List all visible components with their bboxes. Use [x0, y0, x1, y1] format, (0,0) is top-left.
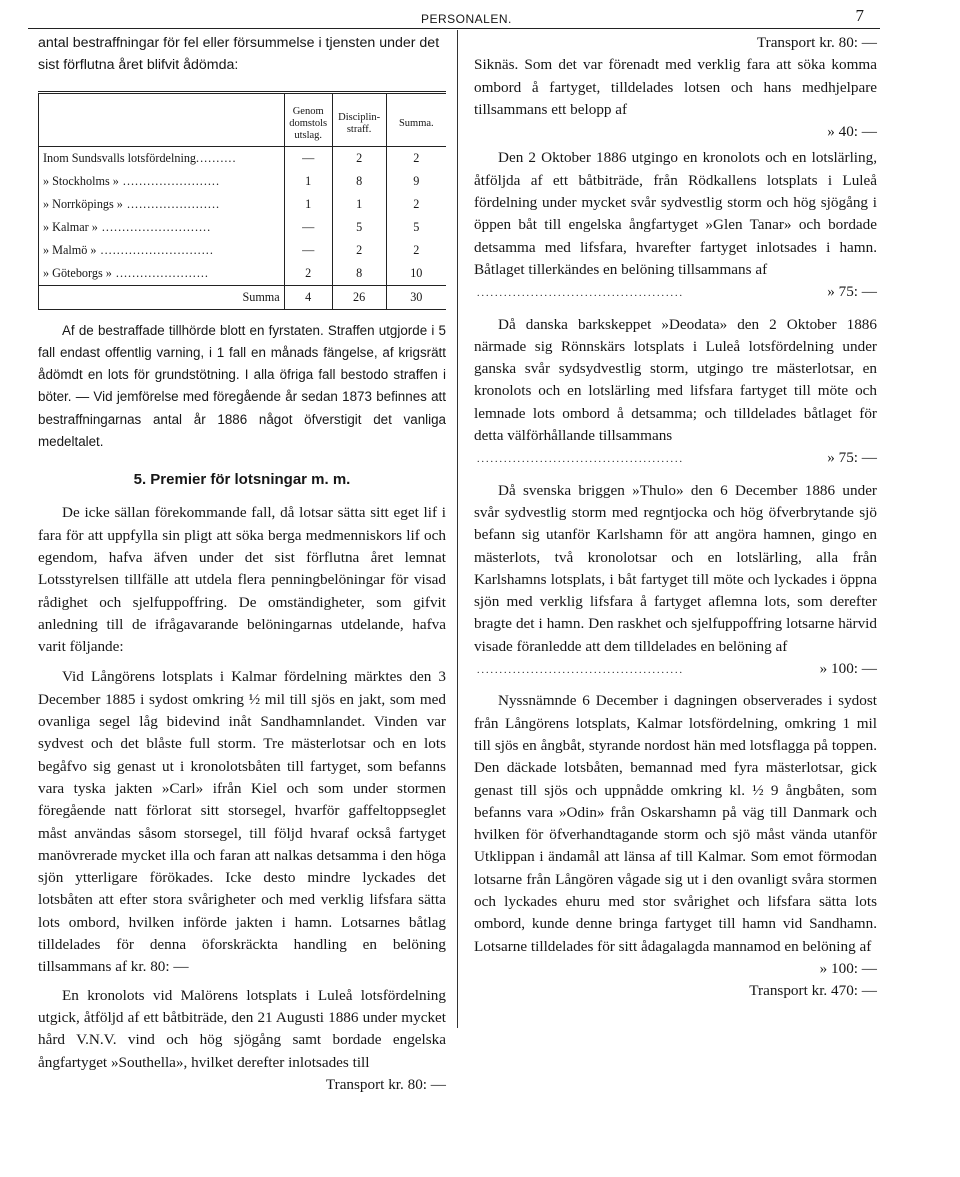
sum-discipline: 26 — [332, 285, 386, 309]
cell-discipline: 2 — [332, 146, 386, 170]
column-divider — [457, 30, 458, 1028]
amount-value: » 75: — — [827, 449, 877, 467]
amount-value: » 100: — — [819, 660, 877, 678]
amount-value: » 75: — — [827, 283, 877, 301]
amount-line: .............................................. » 75: — — [474, 447, 877, 471]
table-row — [39, 239, 447, 262]
table-row — [39, 262, 447, 286]
amount-value: » 40: — — [827, 123, 877, 141]
row-label: Inom Sundsvalls lotsfördelning.......... — [39, 146, 285, 170]
table-header-court: Genom domstols utslag. — [284, 92, 332, 146]
malorens-paragraph: En kronolots vid Malörens lotsplats i Luleå lotsfördelning utgick, åtföljd af ett båtbiträde, den 21 Augusti 1886 under mycket hård V.N.V. vind och hög sjögång samt bordade engelska ångfartyget »Southella», hvilket derefter inlotsades till — [38, 986, 446, 1071]
cell-court: 1 — [284, 170, 332, 193]
table-row — [39, 146, 447, 170]
table-header-sum: Summa. — [386, 92, 446, 146]
deodata-paragraph: Då danska barkskeppet »Deodata» den 2 Oktober 1886 närmade sig Rönnskärs lotsplats i Luleå lotsfördelning under ganska svår sydsydvestlig storm, utgingo tre mästerlotsar, en kronolots och en lotslärling med lifsfara fartyget till möte och lemnade lots ombord å detsamma; och tilldelades båtlaget för detta välförhållande tillsammans — [474, 315, 877, 445]
row-label: » Norrköpings » ....................... — [39, 193, 285, 216]
amount-line — [474, 958, 877, 980]
left-column — [38, 32, 446, 1096]
table-row — [39, 216, 447, 239]
amount-line — [474, 121, 877, 143]
cell-court: 2 — [284, 262, 332, 286]
page-header — [28, 6, 880, 29]
cell-sum: 5 — [386, 216, 446, 239]
row-label: » Kalmar » ........................... — [39, 216, 285, 239]
amount-line: .............................................. » 100: — — [474, 658, 877, 682]
cell-court: — — [284, 216, 332, 239]
premium-intro-paragraph: De icke sällan förekommande fall, då lotsar sätta sitt eget lif i fara för att uppfylla sin pligt att söka berga medmenniskors lif och egendom, hafva äfven under det sist förflutna året lemnat Lotsstyrelsen tillfälle att utdela flera penningbelöningar för visad rådighet och sjelfuppoffring. De omständigheter, som gifvit anledning till de ifrågavarande belöningarnas utdelande, hafva varit följande: — [38, 504, 446, 656]
penalty-summary-paragraph: Af de bestraffade tillhörde blott en fyrstaten. Straffen utgjorde i 5 fall endast offentlig varning, i 1 fall en månads fängelse, af krigsrätt ådömdt en lots för grundstötning. I alla öfriga fall bestodo straffen i böter. — Vid jemförelse med föregående år sedan 1873 befinnes att bestraffningarnas antal år 1886 något öfverstigit det vanliga medeltalet. — [38, 322, 446, 450]
transport-right-top: Transport kr. 80: — — [756, 34, 877, 51]
transport-right-bottom: Transport kr. 470: — — [749, 982, 877, 1000]
table-header-discipline: Disciplin-straff. — [332, 92, 386, 146]
cell-sum: 10 — [386, 262, 446, 286]
thulo-paragraph: Då svenska briggen »Thulo» den 6 December 1886 under svår sydvestlig storm med regntjocka och hög öfverbrytande sjö befann sig utanför Karlshamn för att angöra hamnen, gingo en mästerlots, två kronolotsar och en lotslärling, alla från Karlshamns lotsplats, i båt fartyget till möte och lyckades i öppna sjön med verklig lifsfara å fartyget aflemna lots, som derefter bragte det i hamn. Den raskhet och sjelfuppoffring lotsarne härvid visade föranledde att dem tilldelades en belöning af — [474, 481, 877, 655]
table-row — [39, 170, 447, 193]
sum-court: 4 — [284, 285, 332, 309]
sum-total: 30 — [386, 285, 446, 309]
cell-sum: 9 — [386, 170, 446, 193]
amount-line: .............................................. » 75: — — [474, 281, 877, 305]
cell-court: — — [284, 146, 332, 170]
cell-discipline: 5 — [332, 216, 386, 239]
penalty-table — [38, 91, 446, 310]
siknas-paragraph: Siknäs. Som det var förenadt med verklig fara att söka komma ombord å fartyget, tilldelades lotsen och hans medhjelpare tillsammans ett belopp af — [474, 56, 877, 118]
intro-paragraph: antal bestraffningar för fel eller försummelse i tjensten under det sist förflutna året blifvit ådömda: — [38, 35, 440, 74]
cell-discipline: 2 — [332, 239, 386, 262]
odin-paragraph: Nyssnämnde 6 December i dagningen observerades i sydost från Långörens lotsplats, Kalmar lotsfördelning, omkring 1 mil till sjös en ångbåt, styrande nordost hän med lotsflagga på toppen. Den däckade lotsbåten, bemannad med fyra mästerlotsar, gick genast till sjös och uppnådde omkring kl. ½ 9 ångbåten, som befanns vara »Odin» från Oskarshamn på väg till Danmark och hvilken för öfverhandtagande storm och sjö måst vända utanför Utklippan i ändamål att länsa af till Kalmar. Som emot förmodan lotsarne från Långören vågade sig ut i den ovanligt svåra stormen och lyckades ehuru med stor svårighet och lifsfara sätta lots ombord, kunde denne bringa fartyget till hamn vid Sandhamn. Lotsarne tilldelades för sitt ådagalagda mannamod en belöning af — [474, 692, 877, 955]
langoren-paragraph: Vid Långörens lotsplats i Kalmar fördelning märktes den 3 December 1885 i sydost omkring ½ mil till sjös en jakt, som med ovanliga segel låg bidevind inåt Sandhamnlandet. Vinden var sydvest och det blåste full storm. Tre mästerlotsar och en lots begåfvo sig genast ut i kronolotsbåten till fartyget, som befanns vara tyska jakten »Carl» ifrån Kiel och som under stormen föregående natt förlorat sitt storsegel, hvarför gaffeltoppseglet måst användas såsom storsegel, till följd hvaraf också fartyget manövrerade mycket illa och faran att nalkas detsamma i den höga sjön ytterligare förökades. Icke desto mindre lyckades det lotsbåten att efter stora svårigheter och med verklig lifsfara sätta lots ombord, hvilken införde jakten i hamn. Lotsarnes båtlag tilldelades för denna öforskräckta handling en belöning tillsammans af kr. 80: — — [38, 668, 446, 976]
row-label: » Göteborgs » ....................... — [39, 262, 285, 286]
cell-discipline: 8 — [332, 170, 386, 193]
cell-discipline: 8 — [332, 262, 386, 286]
table-row — [39, 193, 447, 216]
cell-court: 1 — [284, 193, 332, 216]
cell-sum: 2 — [386, 193, 446, 216]
running-head: PERSONALEN. — [421, 12, 512, 26]
cell-sum: 2 — [386, 146, 446, 170]
section-heading: 5. Premier för lotsningar m. m. — [133, 471, 351, 489]
table-header-blank — [39, 92, 285, 146]
table-sum-row — [39, 285, 447, 309]
cell-sum: 2 — [386, 239, 446, 262]
transport-left: Transport kr. 80: — — [325, 1075, 446, 1093]
cell-discipline: 1 — [332, 193, 386, 216]
page-number: 7 — [855, 6, 864, 25]
row-label: » Stockholms » ........................ — [39, 170, 285, 193]
right-column — [474, 32, 877, 1002]
sum-label: Summa — [39, 285, 285, 309]
row-label: » Malmö » ............................ — [39, 239, 285, 262]
cell-court: — — [284, 239, 332, 262]
table-header-row — [39, 92, 447, 146]
amount-value: » 100: — — [819, 959, 877, 977]
rodkallen-paragraph: Den 2 Oktober 1886 utgingo en kronolots och en lotslärling, åtföljda af ett båtbiträde, från Rödkallens lotsplats i Luleå fördelning under mycket svår sydvestlig storm och hög sjögång i öppen båt till engelska ångfartyget »Glen Tanar» och bordade detsamma med lifsfara, hvarefter fartyget inlotsades i hamn. Båtlaget tillerkändes en belöning tillsammans af — [474, 149, 877, 278]
